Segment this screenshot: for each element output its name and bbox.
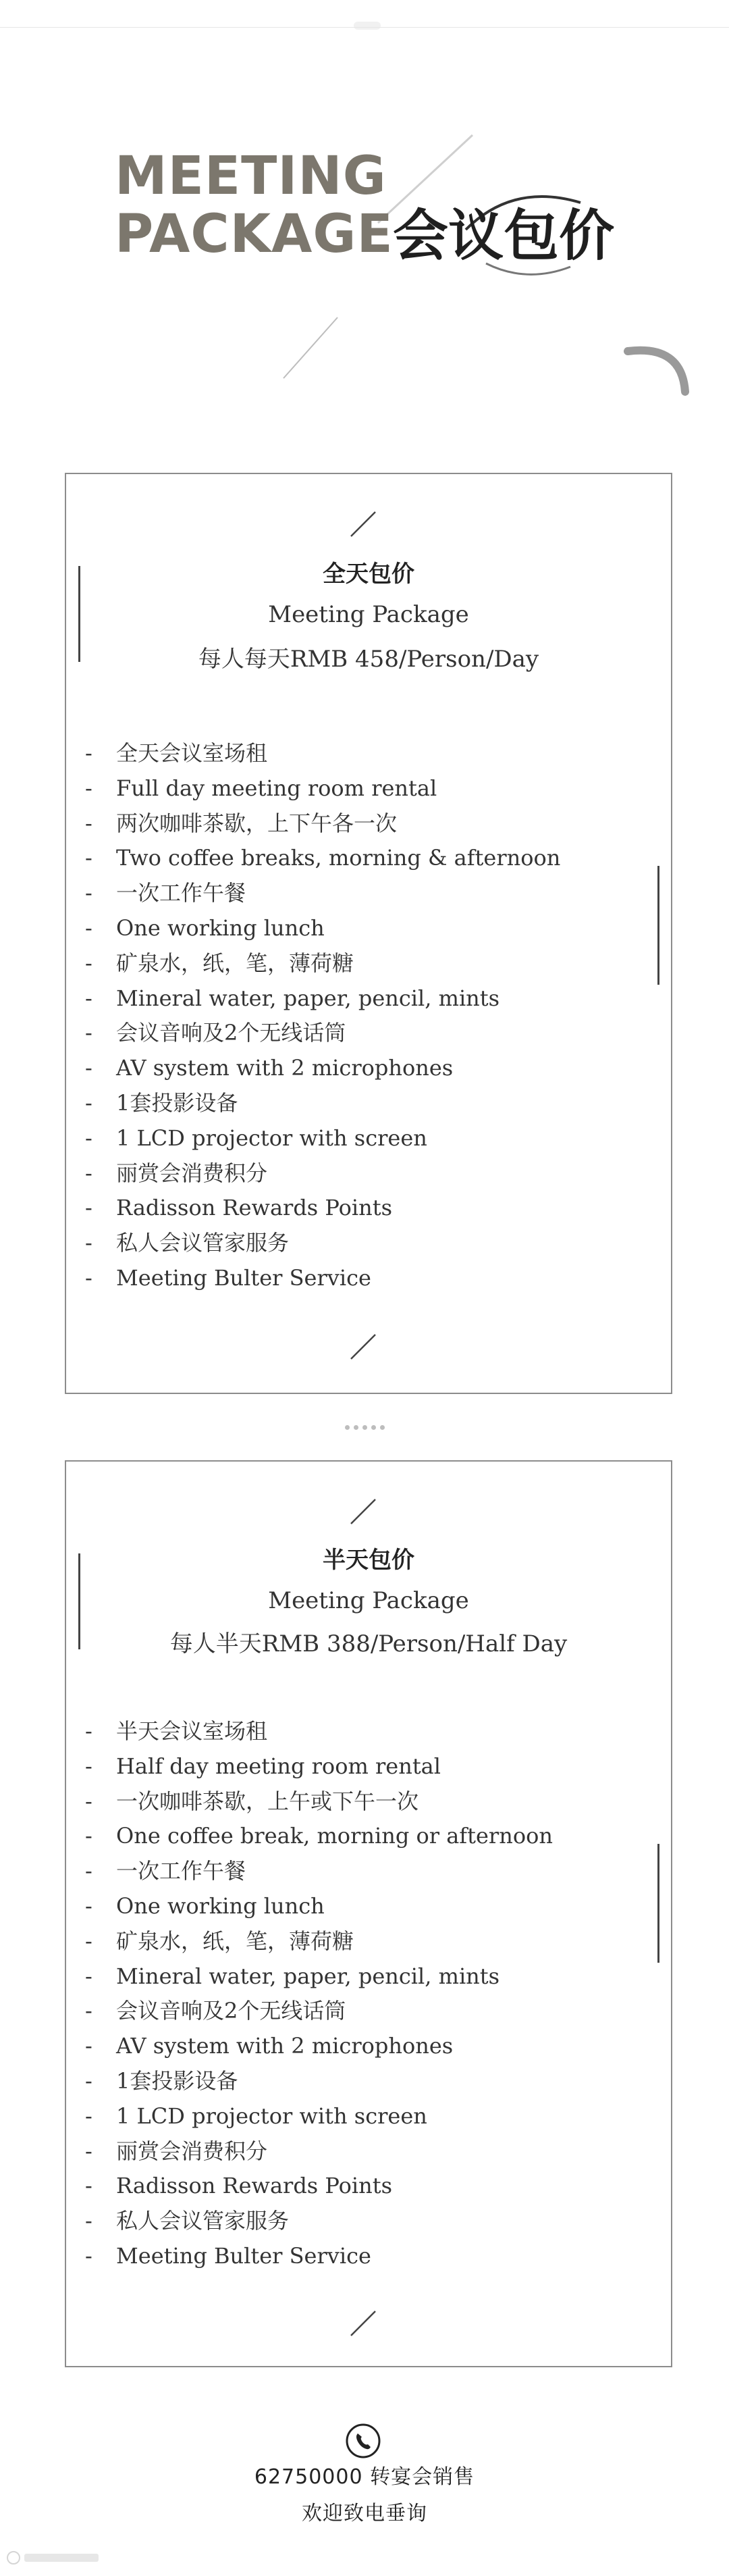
item-text: 丽赏会消费积分 <box>116 2138 268 2164</box>
list-item <box>85 1714 657 1749</box>
package-subtitle: Meeting Package <box>268 1587 469 1614</box>
bullet-dash: - <box>85 2173 92 2199</box>
list-item <box>85 981 657 1016</box>
bullet-dash: - <box>85 2242 92 2269</box>
item-text: Radisson Rewards Points <box>116 2173 393 2199</box>
item-text: 会议音响及2个无线话筒 <box>116 1020 346 1046</box>
list-item <box>85 876 657 911</box>
header-title-en-line1: MEETING <box>115 146 387 207</box>
item-text: 矿泉水，纸，笔，薄荷糖 <box>116 1928 354 1954</box>
item-text: 1 LCD projector with screen <box>116 2103 427 2129</box>
list-item <box>85 2134 657 2169</box>
item-text: Radisson Rewards Points <box>116 1195 393 1221</box>
bullet-dash: - <box>85 2138 92 2164</box>
dot <box>345 1425 350 1430</box>
item-text: AV system with 2 microphones <box>116 1055 454 1081</box>
list-item <box>85 2169 657 2204</box>
package-items-list <box>85 1714 657 2274</box>
item-text: 1套投影设备 <box>116 2067 238 2094</box>
item-text: Meeting Bulter Service <box>116 2242 371 2269</box>
list-item <box>85 2099 657 2134</box>
item-text: AV system with 2 microphones <box>116 2033 454 2059</box>
bullet-dash: - <box>85 2033 92 2059</box>
bullet-dash: - <box>85 1928 92 1954</box>
list-item <box>85 841 657 876</box>
header-title-zh: 会议包价 <box>393 204 615 268</box>
item-text: 两次咖啡茶歇，上下午各一次 <box>116 810 398 836</box>
bullet-dash: - <box>85 1718 92 1744</box>
right-accent-bar <box>657 1844 659 1963</box>
bullet-dash: - <box>85 1055 92 1081</box>
list-item <box>85 2204 657 2239</box>
bullet-dash: - <box>85 2103 92 2129</box>
item-text: Half day meeting room rental <box>116 1753 441 1779</box>
watermark-logo <box>4 2548 105 2568</box>
bullet-dash: - <box>85 1020 92 1046</box>
left-accent-bar <box>78 1553 80 1649</box>
item-text: One working lunch <box>116 915 325 941</box>
package-price: 每人半天RMB 388/Person/Half Day <box>169 1630 568 1657</box>
item-text: Full day meeting room rental <box>116 775 437 801</box>
bullet-dash: - <box>85 1892 92 1919</box>
item-text: 一次咖啡茶歇，上午或下午一次 <box>116 1788 419 1814</box>
list-item <box>85 2239 657 2274</box>
package-subtitle: Meeting Package <box>268 601 469 628</box>
bullet-dash: - <box>85 2208 92 2234</box>
full-day-package-card <box>65 473 672 1394</box>
item-text: 丽赏会消费积分 <box>116 1160 268 1186</box>
item-text: 矿泉水，纸，笔，薄荷糖 <box>116 950 354 976</box>
item-text: Meeting Bulter Service <box>116 1264 371 1291</box>
item-text: 一次工作午餐 <box>116 880 246 906</box>
list-item <box>85 1959 657 1994</box>
item-text: Mineral water, paper, pencil, mints <box>116 1963 500 1989</box>
list-item <box>85 1784 657 1820</box>
list-item <box>85 946 657 981</box>
bullet-dash: - <box>85 1963 92 1989</box>
list-item <box>85 1016 657 1051</box>
list-item <box>85 2029 657 2064</box>
bullet-dash: - <box>85 880 92 906</box>
item-text: 会议音响及2个无线话筒 <box>116 1998 346 2024</box>
slash-divider-icon <box>348 2309 378 2338</box>
bullet-dash: - <box>85 1753 92 1779</box>
package-price: 每人每天RMB 458/Person/Day <box>198 646 539 673</box>
half-day-package-card <box>65 1460 672 2367</box>
slash-divider-icon <box>348 1497 378 1526</box>
bullet-dash: - <box>85 1089 92 1116</box>
bullet-dash: - <box>85 950 92 976</box>
bullet-dash: - <box>85 1230 92 1256</box>
list-item <box>85 771 657 806</box>
list-item <box>85 1819 657 1854</box>
bullet-dash: - <box>85 845 92 871</box>
footer-note-text: 欢迎致电垂询 <box>302 2502 427 2525</box>
list-item <box>85 1086 657 1121</box>
list-item <box>85 1121 657 1156</box>
item-text: 半天会议室场租 <box>116 1718 268 1744</box>
list-item <box>85 1156 657 1191</box>
bullet-dash: - <box>85 1264 92 1291</box>
bullet-dash: - <box>85 1160 92 1186</box>
package-title: 全天包价 <box>323 561 414 588</box>
dot <box>380 1425 385 1430</box>
list-item <box>85 1226 657 1261</box>
header-title-en-line2: PACKAGE <box>115 204 394 265</box>
item-text: 私人会议管家服务 <box>116 1230 290 1256</box>
item-text: 全天会议室场租 <box>116 740 268 766</box>
bullet-dash: - <box>85 1788 92 1814</box>
bullet-dash: - <box>85 740 92 766</box>
bullet-dash: - <box>85 915 92 941</box>
list-item <box>85 736 657 771</box>
bullet-dash: - <box>85 1125 92 1151</box>
footer-phone-text[interactable]: 62750000 转宴会销售 <box>254 2465 475 2489</box>
list-item <box>85 1261 657 1296</box>
list-item <box>85 806 657 842</box>
dot <box>371 1425 376 1430</box>
dot <box>354 1425 358 1430</box>
left-accent-bar <box>78 566 80 662</box>
bullet-dash: - <box>85 2067 92 2094</box>
list-item <box>85 1994 657 2029</box>
list-item <box>85 1191 657 1226</box>
page-indicator-dots <box>343 1424 386 1431</box>
bullet-dash: - <box>85 1823 92 1849</box>
item-text: One coffee break, morning or afternoon <box>116 1823 553 1849</box>
item-text: 1套投影设备 <box>116 1089 238 1116</box>
list-item <box>85 911 657 946</box>
bullet-dash: - <box>85 775 92 801</box>
list-item <box>85 1889 657 1924</box>
phone-icon[interactable] <box>344 2422 382 2460</box>
bullet-dash: - <box>85 1195 92 1221</box>
item-text: One working lunch <box>116 1892 325 1919</box>
list-item <box>85 1051 657 1086</box>
list-item <box>85 1749 657 1784</box>
bullet-dash: - <box>85 810 92 836</box>
item-text: Two coffee breaks, morning & afternoon <box>116 845 561 871</box>
bullet-dash: - <box>85 1998 92 2024</box>
item-text: 一次工作午餐 <box>116 1858 246 1884</box>
package-title: 半天包价 <box>323 1547 414 1574</box>
package-items-list <box>85 736 657 1296</box>
item-text: 1 LCD projector with screen <box>116 1125 427 1151</box>
bullet-dash: - <box>85 1858 92 1884</box>
list-item <box>85 1924 657 1959</box>
item-text: 私人会议管家服务 <box>116 2208 290 2234</box>
list-item <box>85 2064 657 2099</box>
bullet-dash: - <box>85 985 92 1011</box>
dot <box>362 1425 367 1430</box>
slash-divider-icon <box>348 1332 378 1362</box>
header-title-en <box>115 147 394 263</box>
list-item <box>85 1854 657 1889</box>
right-accent-bar <box>657 866 659 985</box>
item-text: Mineral water, paper, pencil, mints <box>116 985 500 1011</box>
slash-divider-icon <box>348 509 378 539</box>
